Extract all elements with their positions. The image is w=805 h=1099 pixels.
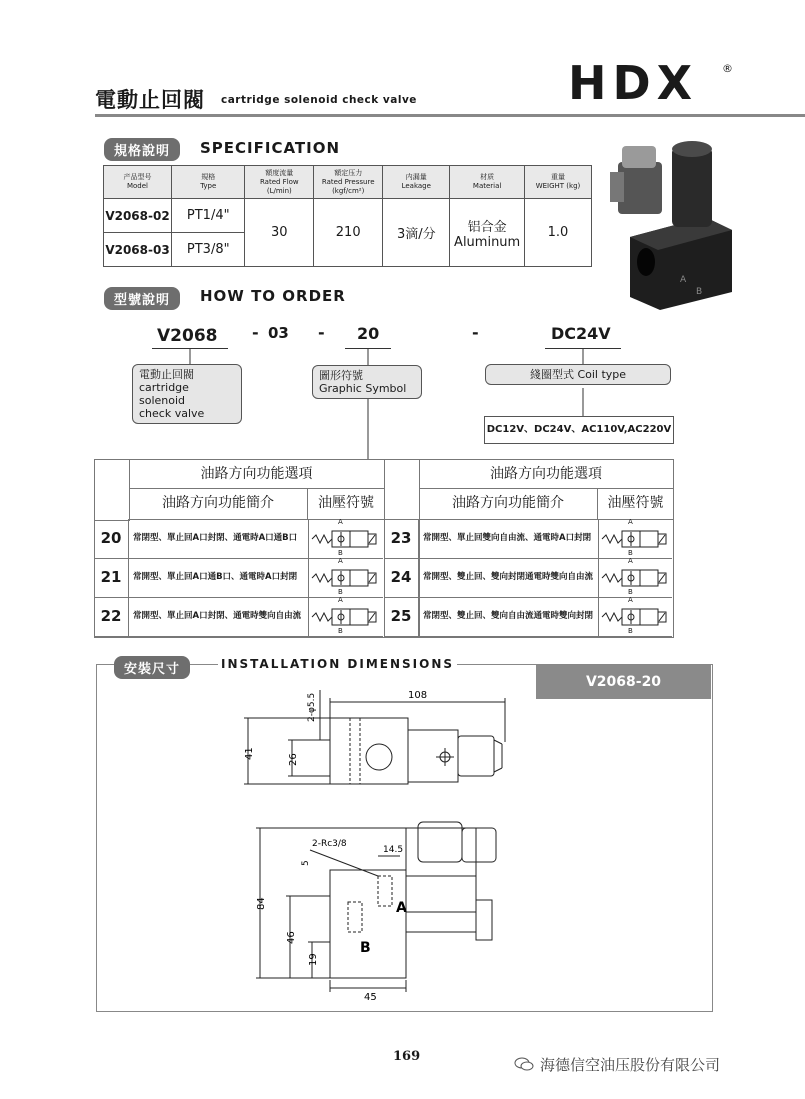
port-b-label: B [628, 627, 633, 635]
order-dash: - [318, 323, 325, 342]
options-corner [95, 460, 130, 521]
hydraulic-symbol-icon [310, 522, 380, 556]
option-code: 25 [384, 597, 418, 637]
order-code-model: V2068 [157, 326, 218, 346]
options-group-title: 油路方向功能選項 [129, 460, 384, 489]
port-a-label: A [628, 596, 633, 604]
svg-text:B: B [696, 287, 703, 297]
port-a-label: A [628, 518, 633, 526]
hydraulic-symbol-icon [600, 600, 670, 634]
order-title: HOW TO ORDER [200, 287, 346, 305]
brand-logo: HDX [568, 56, 699, 110]
port-a-label: A [338, 557, 343, 565]
option-description: 常閉型、單止回A口封閉、通電時A口通B口 [128, 519, 309, 559]
hydraulic-symbol-icon [600, 561, 670, 595]
svg-text:B: B [360, 940, 371, 956]
options-desc-header: 油路方向功能簡介 [419, 488, 598, 520]
dimension-drawing [230, 680, 530, 1000]
header-title-cn: 電動止回閥 [95, 88, 205, 112]
spec-weight-cell: 1.0 [524, 199, 591, 267]
option-code: 23 [384, 519, 418, 559]
header-title-en: cartridge solenoid check valve [221, 94, 417, 106]
svg-text:2-φ5.5: 2-φ5.5 [307, 692, 317, 722]
svg-text:19: 19 [308, 953, 319, 966]
install-model-badge: V2068-20 [536, 665, 711, 699]
port-a-label: A [628, 557, 633, 565]
order-box-coil: 綫圈型式 Coil type [485, 364, 671, 385]
order-connectors [0, 0, 805, 470]
order-box-model: 電動止回閥 cartridge solenoid check valve [132, 364, 242, 424]
spec-header-type: 規格 Type [172, 166, 245, 199]
spec-header-pressure: 額定压力 Rated Pressure (kgf/cm²) [314, 166, 383, 199]
spec-model-cell: V2068-02 [104, 199, 172, 233]
brand-registered-mark: ® [722, 62, 733, 75]
svg-text:46: 46 [286, 931, 297, 944]
spec-model-cell: V2068-03 [104, 233, 172, 267]
svg-text:2-Rc3/8: 2-Rc3/8 [312, 839, 347, 849]
hydraulic-symbol-icon [600, 522, 670, 556]
svg-text:41: 41 [244, 747, 255, 760]
order-code-type: 03 [268, 324, 289, 342]
svg-text:26: 26 [288, 753, 299, 766]
option-description: 常閉型、雙止回、雙向自由流通電時雙向封閉 [418, 597, 599, 637]
spec-title: SPECIFICATION [200, 139, 341, 157]
option-code: 22 [94, 597, 128, 637]
port-a-label: A [338, 518, 343, 526]
svg-text:84: 84 [256, 897, 267, 910]
order-dash: - [252, 323, 259, 342]
order-dash: - [472, 323, 479, 342]
option-description: 常開型、單止回A口通B口、通電時A口封閉 [128, 558, 309, 598]
order-code-coil: DC24V [551, 324, 611, 343]
svg-text:14.5: 14.5 [383, 845, 404, 855]
option-description: 常開型、單止回雙向自由流、通電時A口封閉 [418, 519, 599, 559]
spec-flow-cell: 30 [245, 199, 314, 267]
option-symbol-cell [308, 519, 383, 559]
port-b-label: B [338, 549, 343, 557]
order-tag: 型號說明 [104, 287, 180, 310]
option-symbol-cell [598, 558, 672, 598]
port-b-label: B [338, 627, 343, 635]
port-b-label: B [338, 588, 343, 596]
options-group-title: 油路方向功能選項 [419, 460, 673, 489]
spec-tag: 規格說明 [104, 138, 180, 161]
option-code: 24 [384, 558, 418, 598]
install-tag: 安裝尺寸 [114, 656, 190, 679]
order-code-symbol: 20 [357, 324, 380, 343]
install-title: INSTALLATION DIMENSIONS [218, 657, 457, 671]
option-description: 常開型、單止回A口封閉、通電時雙向自由流 [128, 597, 309, 637]
option-symbol-cell [308, 597, 383, 637]
option-symbol-cell [308, 558, 383, 598]
svg-text:5: 5 [301, 860, 311, 866]
port-b-label: B [628, 588, 633, 596]
spec-header-material: 材质 Material [450, 166, 525, 199]
options-symbol-header: 油壓符號 [598, 488, 673, 520]
port-b-label: B [628, 549, 633, 557]
order-box-symbol: 圖形符號 Graphic Symbol [312, 365, 422, 399]
spec-header-flow: 額度流量 Rated Flow (L/min) [245, 166, 314, 199]
svg-text:45: 45 [364, 992, 377, 1000]
spec-material-cell: 铝合金 Aluminum [450, 199, 525, 267]
spec-type-cell: PT3/8" [172, 233, 245, 267]
spec-pressure-cell: 210 [314, 199, 383, 267]
options-desc-header: 油路方向功能簡介 [129, 488, 308, 520]
option-code: 20 [94, 519, 128, 559]
company-name: 海德信空油压股份有限公司 [540, 1056, 721, 1074]
svg-text:A: A [396, 900, 407, 916]
option-code: 21 [94, 558, 128, 598]
hydraulic-symbol-icon [310, 600, 380, 634]
option-symbol-cell [598, 597, 672, 637]
spec-header-leakage: 内漏量 Leakage [383, 166, 450, 199]
dim-width-label: 108 [408, 690, 428, 701]
spec-header-model: 产品型号 Model [104, 166, 172, 199]
page-number: 169 [393, 1049, 421, 1064]
option-symbol-cell [598, 519, 672, 559]
option-description: 常開型、雙止回、雙向封閉通電時雙向自由流 [418, 558, 599, 598]
svg-text:A: A [680, 275, 687, 285]
options-symbol-header: 油壓符號 [308, 488, 384, 520]
wechat-icon [514, 1056, 534, 1070]
hydraulic-symbol-icon [310, 561, 380, 595]
port-a-label: A [338, 596, 343, 604]
spec-type-cell: PT1/4" [172, 199, 245, 233]
coil-options-box: DC12V、DC24V、AC110V,AC220V [484, 416, 674, 444]
spec-leakage-cell: 3滴/分 [383, 199, 450, 267]
spec-header-weight: 重量 WEIGHT (kg) [524, 166, 591, 199]
